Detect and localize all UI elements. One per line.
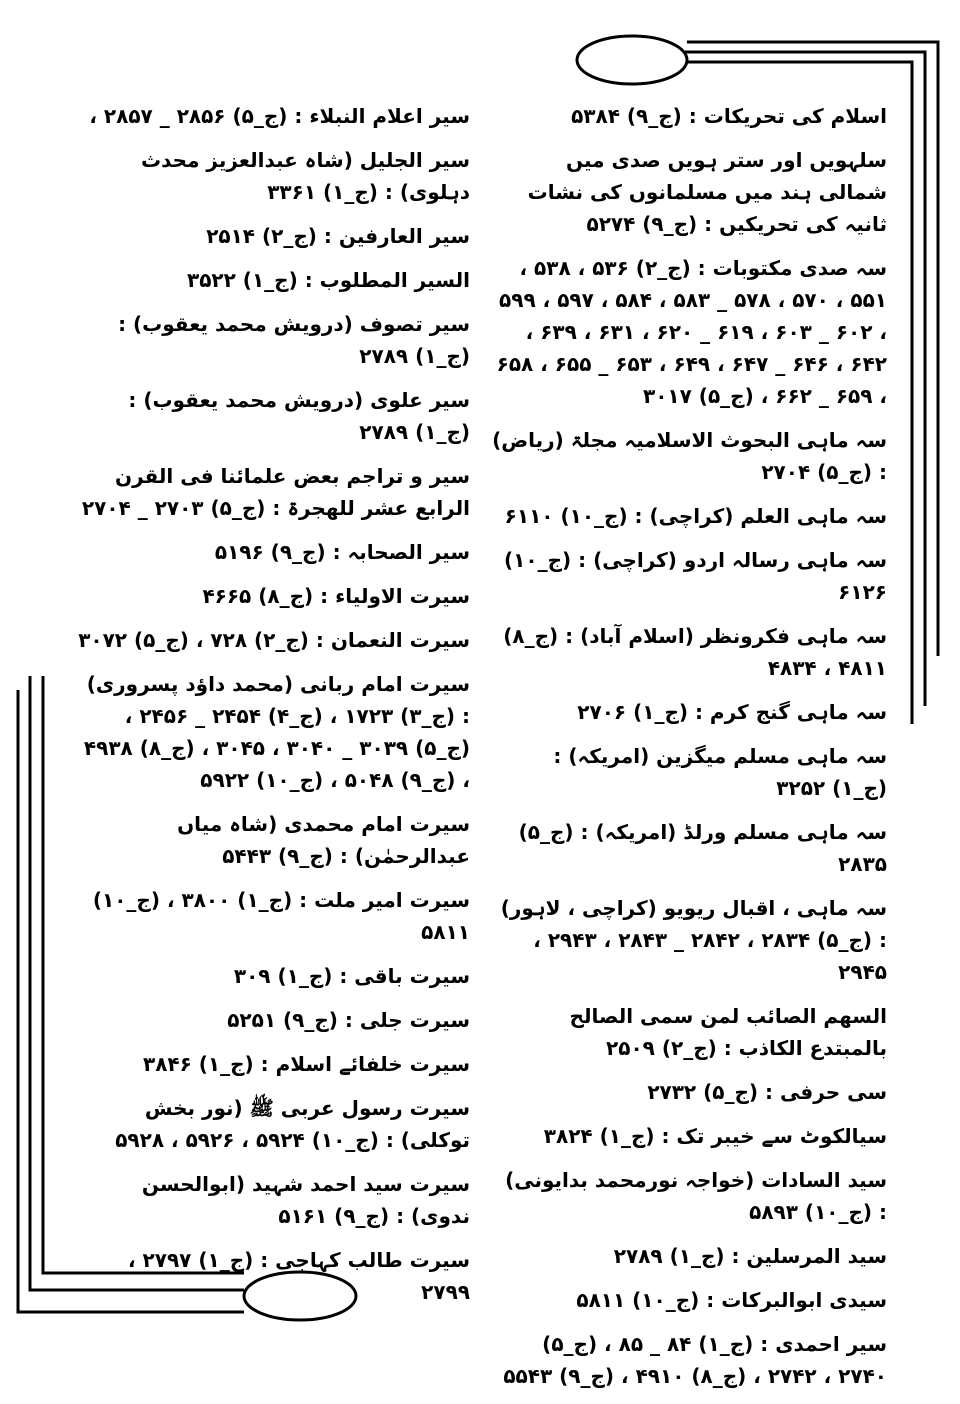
top-oval-ornament [577, 36, 687, 84]
index-entry: سیرت جلی : (ج_۹) ۵۲۵۱ [227, 1008, 470, 1032]
index-entry: سید السادات (خواجہ نورمحمد بدایونی) : (ج_۱۰) ۵۸۹۳ [505, 1168, 887, 1224]
index-entry: سیرت النعمان : (ج_۲) ۷۲۸ ، (ج_۵) ۳۰۷۲ [78, 628, 470, 652]
index-entry: سیرت امیر ملت : (ج_۱) ۳۸۰۰ ، (ج_۱۰) ۵۸۱۱ [92, 888, 470, 944]
index-entry: سہ ماہی فکرونظر (اسلام آباد) : (ج_۸) ۴۸۱۱ ، ۴۸۳۴ [503, 624, 887, 680]
index-entry: سہ ماہی مسلم ورلڈ (امریکہ) : (ج_۵) ۲۸۳۵ [518, 820, 887, 876]
index-entry: سیرت سید احمد شہید (ابوالحسن ندوی) : (ج_۹) ۵۱۶۱ [141, 1172, 470, 1228]
index-entry: سیر و تراجم بعض علمائنا فی القرن الرابع عشر للھجرۃ : (ج_۵) ۲۷۰۳ _ ۲۷۰۴ [81, 464, 470, 520]
index-entry: سیر الصحابہ : (ج_۹) ۵۱۹۶ [214, 540, 470, 564]
index-entry: سیرت رسول عربی ﷺ (نور بخش توکلی) : (ج_۱۰) ۵۹۲۴ ، ۵۹۲۶ ، ۵۹۲۸ [115, 1096, 470, 1152]
index-entry: سیالکوٹ سے خیبر تک : (ج_۱) ۳۸۲۴ [543, 1124, 887, 1148]
right-index-column [492, 100, 887, 1404]
index-entry: سیرت امام محمدی (شاہ میاں عبدالرحمٰن) : (ج_۹) ۵۴۴۳ [177, 812, 470, 868]
index-entry: سیدی ابوالبرکات : (ج_۱۰) ۵۸۱۱ [576, 1288, 887, 1312]
index-entry: سیرت الاولیاء : (ج_۸) ۴۶۶۵ [202, 584, 470, 608]
index-entry: سیرت امام ربانی (محمد داؤد پسروری) : (ج_۳) ۱۷۲۳ ، (ج_۴) ۲۴۵۴ _ ۲۴۵۶ ، (ج_۵) ۳۰۳۹ _ ۳۰۴۰ ، ۳۰۴۵ ، (ج_۸) ۴۹۳۸ ، (ج_۹) ۵۰۴۸ ، (ج_۱۰) ۵۹۲۲ [83, 672, 470, 792]
index-entry: السھم الصائب لمن سمی الصالح بالمبتدع الکاذب : (ج_۲) ۲۵۰۹ [569, 1004, 887, 1060]
left-index-column [78, 100, 470, 1320]
index-entry: سہ ماہی رسالہ اردو (کراچی) : (ج_۱۰) ۶۱۲۶ [504, 548, 887, 604]
index-entry: سی حرفی : (ج_۵) ۲۷۳۲ [647, 1080, 887, 1104]
index-entry: سہ ماہی ، اقبال ریویو (کراچی ، لاہور) : (ج_۵) ۲۸۳۴ ، ۲۸۴۲ _ ۲۸۴۳ ، ۲۹۴۳ ، ۲۹۴۵ [500, 896, 887, 984]
index-entry: سیرت خلفائے اسلام : (ج_۱) ۳۸۴۶ [142, 1052, 470, 1076]
index-entry: سیر احمدی : (ج_۱) ۸۴ _ ۸۵ ، (ج_۵) ۲۷۴۰ ، ۲۷۴۲ ، (ج_۸) ۴۹۱۰ ، (ج_۹) ۵۵۴۳ [503, 1332, 887, 1388]
index-entry: سلہویں اور ستر ہویں صدی میں شمالی ہند میں مسلمانوں کی نشات ثانیہ کی تحریکیں : (ج_۹) ۵۲۷۴ [527, 148, 887, 236]
index-entry: سیرت طالب کہاجی : (ج_۱) ۲۷۹۷ ، ۲۷۹۹ [127, 1248, 470, 1304]
index-entry: سہ ماہی البحوث الاسلامیہ مجلۃ (ریاض) : (ج_۵) ۲۷۰۴ [492, 428, 887, 484]
index-entry: سہ ماہی مسلم میگزین (امریکہ) : (ج_۱) ۳۲۵۲ [553, 744, 887, 800]
index-entry: اسلام کی تحریکات : (ج_۹) ۵۳۸۴ [571, 104, 887, 128]
index-entry: سیر اعلام النبلاء : (ج_۵) ۲۸۵۶ _ ۲۸۵۷ ، [89, 104, 470, 128]
index-entry: سیرت باقی : (ج_۱) ۳۰۹ [233, 964, 470, 988]
index-entry: سہ ماہی العلم (کراچی) : (ج_۱۰) ۶۱۱۰ [504, 504, 887, 528]
index-entry: سہ صدی مکتوبات : (ج_۲) ۵۳۶ ، ۵۳۸ ، ۵۵۱ ، ۵۷۰ ، ۵۷۸ _ ۵۸۳ ، ۵۸۴ ، ۵۹۷ ، ۵۹۹ ، ۶۰۲ _ ۶۰۳ ، ۶۱۹ _ ۶۲۰ ، ۶۳۱ ، ۶۳۹ ، ۶۴۲ ، ۶۴۶ _ ۶۴۷ ، ۶۴۹ ، ۶۵۳ _ ۶۵۵ ، ۶۵۸ ، ۶۵۹ _ ۶۶۲ ، (ج_۵) ۳۰۱۷ [496, 256, 887, 408]
index-entry: السیر المطلوب : (ج_۱) ۳۵۲۲ [187, 268, 470, 292]
index-entry: سیر تصوف (درویش محمد یعقوب) : (ج_۱) ۲۷۸۹ [118, 312, 470, 368]
index-entry: سیر العارفین : (ج_۲) ۲۵۱۴ [206, 224, 470, 248]
index-entry: سیر علوی (درویش محمد یعقوب) : (ج_۱) ۲۷۸۹ [128, 388, 470, 444]
index-entry: سہ ماہی گنج کرم : (ج_۱) ۲۷۰۶ [577, 700, 887, 724]
index-entry: سید المرسلین : (ج_۱) ۲۷۸۹ [613, 1244, 887, 1268]
index-entry: سیر الجلیل (شاہ عبدالعزیز محدث دہلوی) : (ج_۱) ۳۳۶۱ [141, 148, 470, 204]
